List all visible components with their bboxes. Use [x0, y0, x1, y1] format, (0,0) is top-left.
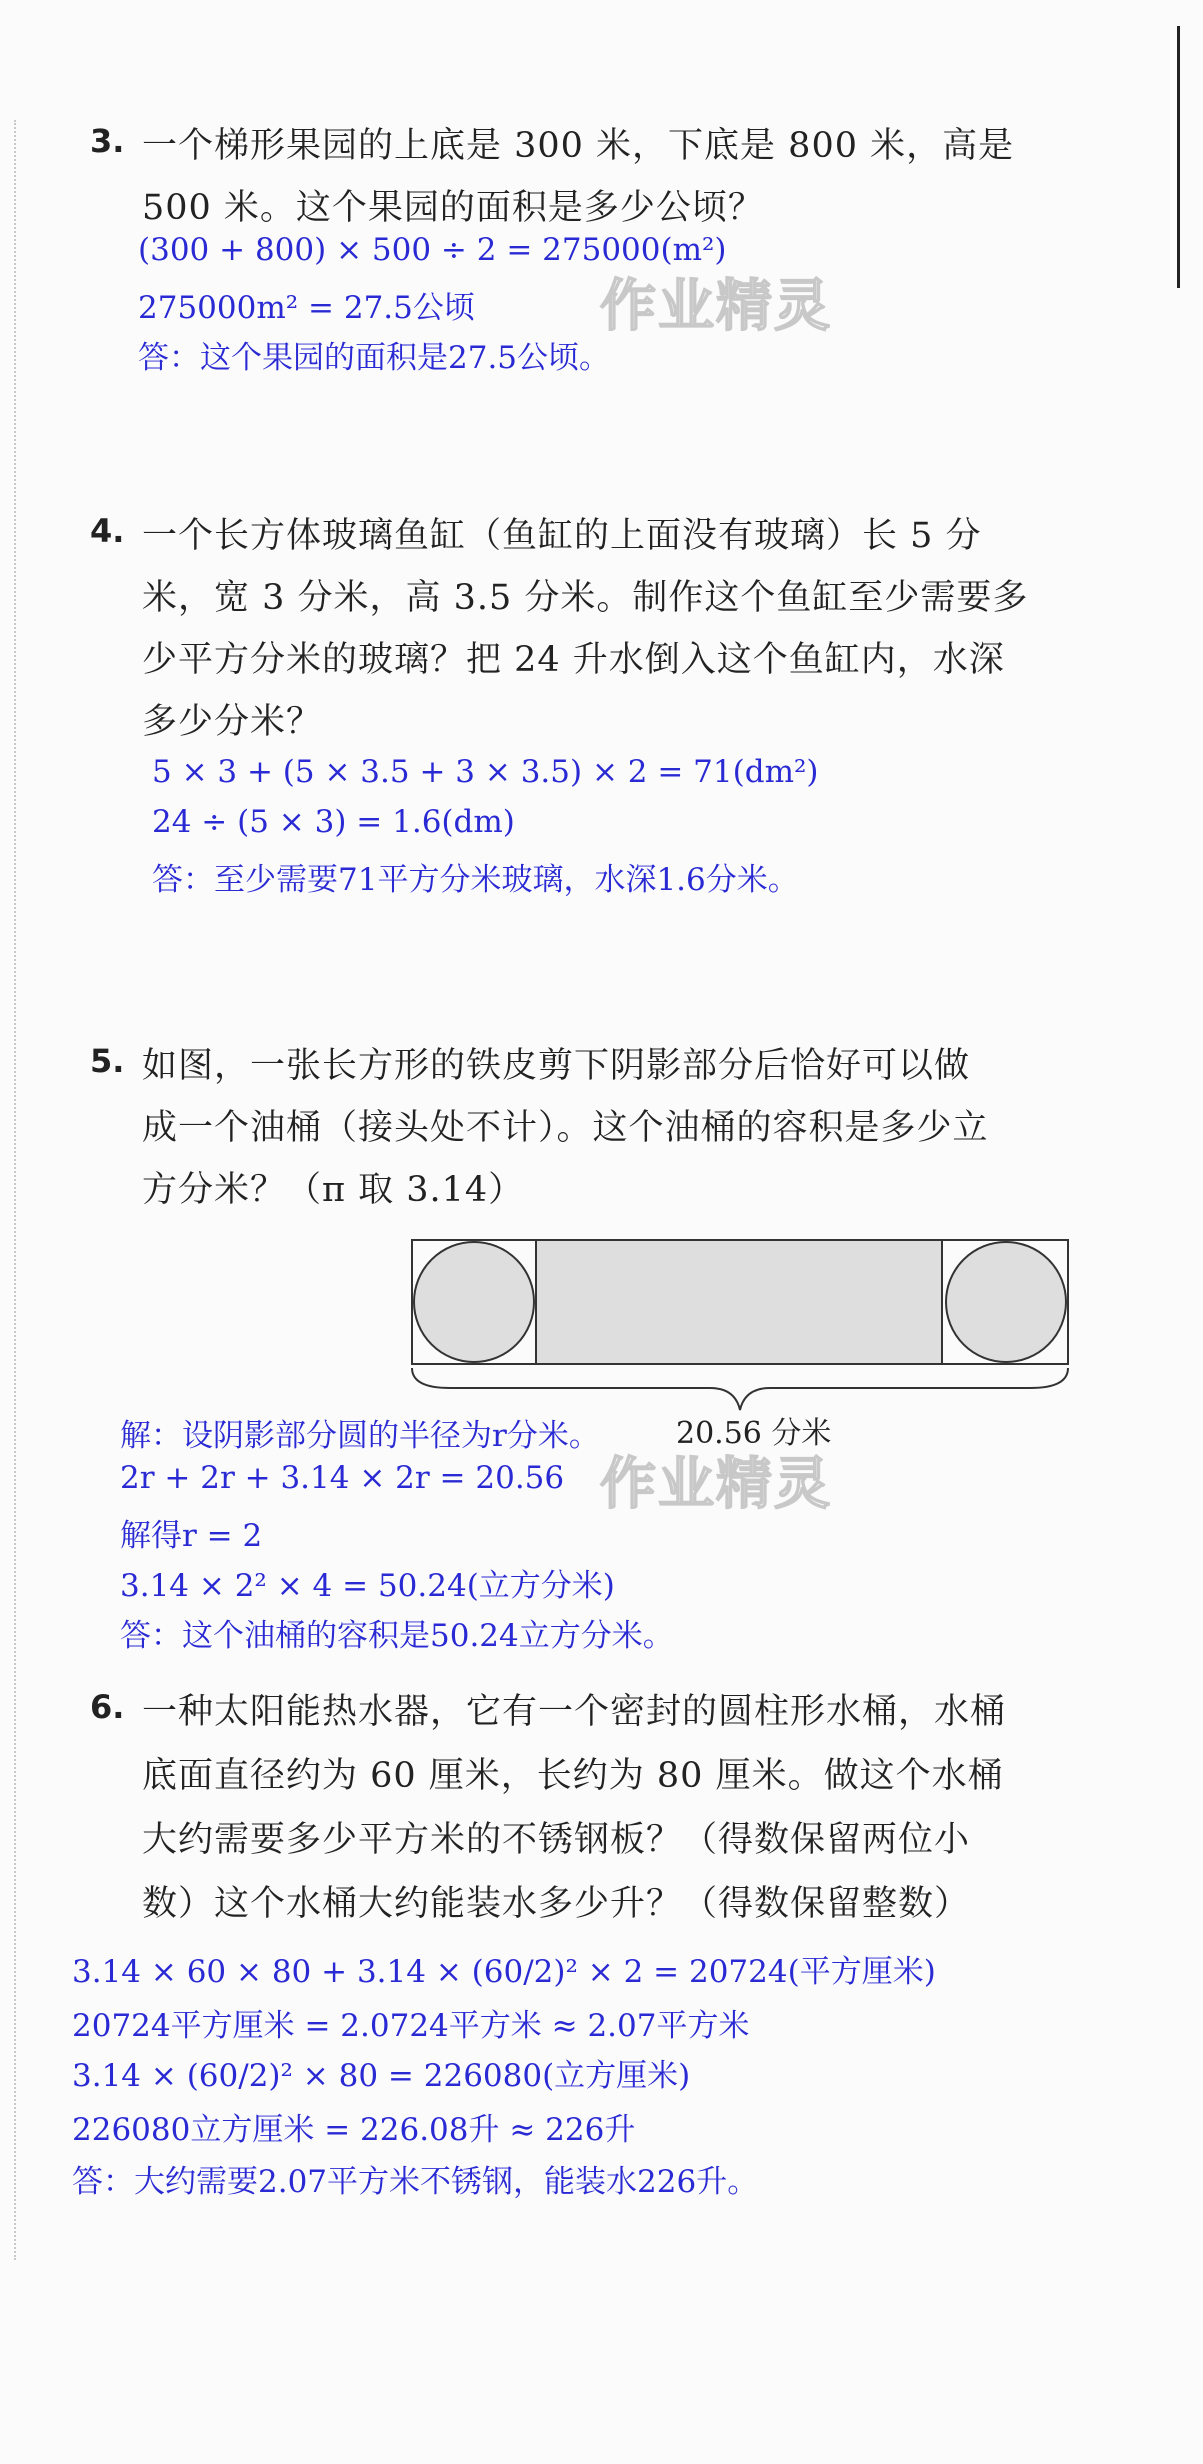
solution-line: 275000m² = 27.5公顷	[138, 290, 475, 326]
solution-answer: 答：这个油桶的容积是50.24立方分米。	[120, 1618, 674, 1654]
problem-text: 一个梯形果园的上底是 300 米，下底是 800 米，高是	[142, 126, 1015, 166]
problem-text: 大约需要多少平方米的不锈钢板？（得数保留两位小	[142, 1820, 971, 1860]
watermark-2: 作业精灵	[600, 1452, 832, 1517]
solution-line: 3.14 × 60 × 80 + 3.14 × (60/2)² × 2 = 20724(平方厘米)	[72, 1954, 936, 1990]
solution-line: 3.14 × (60/2)² × 80 = 226080(立方厘米)	[72, 2058, 691, 2094]
problem-text: 如图，一张长方形的铁皮剪下阴影部分后恰好可以做	[142, 1046, 971, 1086]
problem-number: 4.	[90, 512, 125, 550]
problem-text: 一种太阳能热水器，它有一个密封的圆柱形水桶，水桶	[142, 1692, 1007, 1732]
solution-answer: 答：至少需要71平方分米玻璃，水深1.6分米。	[152, 862, 799, 898]
problem-number: 5.	[90, 1042, 125, 1080]
solution-line: 3.14 × 2² × 4 = 50.24(立方分米)	[120, 1568, 615, 1604]
problem-text: 多少分米？	[142, 702, 323, 742]
page-edge-bar	[1177, 26, 1180, 288]
brace	[412, 1368, 1068, 1410]
solution-line: 5 × 3 + (5 × 3.5 + 3 × 3.5) × 2 = 71(dm²)	[152, 754, 819, 790]
problem-text: 方分米？（π 取 3.14）	[142, 1170, 525, 1210]
margin-dotted-line	[14, 120, 16, 2260]
iron-sheet-diagram	[410, 1238, 1080, 1418]
watermark-1: 作业精灵	[600, 274, 832, 339]
solution-line: (300 + 800) × 500 ÷ 2 = 275000(m²)	[138, 232, 727, 268]
solution-line: 解得r = 2	[120, 1518, 263, 1554]
problem-text: 数）这个水桶大约能装水多少升？（得数保留整数）	[142, 1884, 971, 1924]
solution-line: 226080立方厘米 = 226.08升 ≈ 226升	[72, 2112, 636, 2148]
problem-text: 米，宽 3 分米，高 3.5 分米。制作这个鱼缸至少需要多	[142, 578, 1029, 618]
problem-text: 底面直径约为 60 厘米，长约为 80 厘米。做这个水桶	[142, 1756, 1004, 1796]
solution-line: 24 ÷ (5 × 3) = 1.6(dm)	[152, 804, 515, 840]
problem-text: 500 米。这个果园的面积是多少公顷？	[142, 188, 764, 228]
solution-answer: 答：大约需要2.07平方米不锈钢，能装水226升。	[72, 2164, 759, 2200]
dimension-label: 20.56 分米	[676, 1416, 832, 1451]
middle-rectangle	[536, 1240, 942, 1364]
solution-line: 20724平方厘米 = 2.0724平方米 ≈ 2.07平方米	[72, 2008, 750, 2044]
problem-text: 成一个油桶（接头处不计）。这个油桶的容积是多少立	[142, 1108, 989, 1148]
right-circle	[946, 1242, 1066, 1362]
solution-line: 2r + 2r + 3.14 × 2r = 20.56	[120, 1460, 565, 1496]
rectangle-figure	[410, 1238, 1080, 1422]
problem-text: 一个长方体玻璃鱼缸（鱼缸的上面没有玻璃）长 5 分	[142, 516, 982, 556]
problem-text: 少平方分米的玻璃？把 24 升水倒入这个鱼缸内，水深	[142, 640, 1005, 680]
left-circle	[414, 1242, 534, 1362]
solution-answer: 答：这个果园的面积是27.5公顷。	[138, 340, 611, 376]
problem-number: 3.	[90, 122, 125, 160]
solution-line: 解：设阴影部分圆的半径为r分米。	[120, 1418, 600, 1454]
problem-number: 6.	[90, 1688, 125, 1726]
